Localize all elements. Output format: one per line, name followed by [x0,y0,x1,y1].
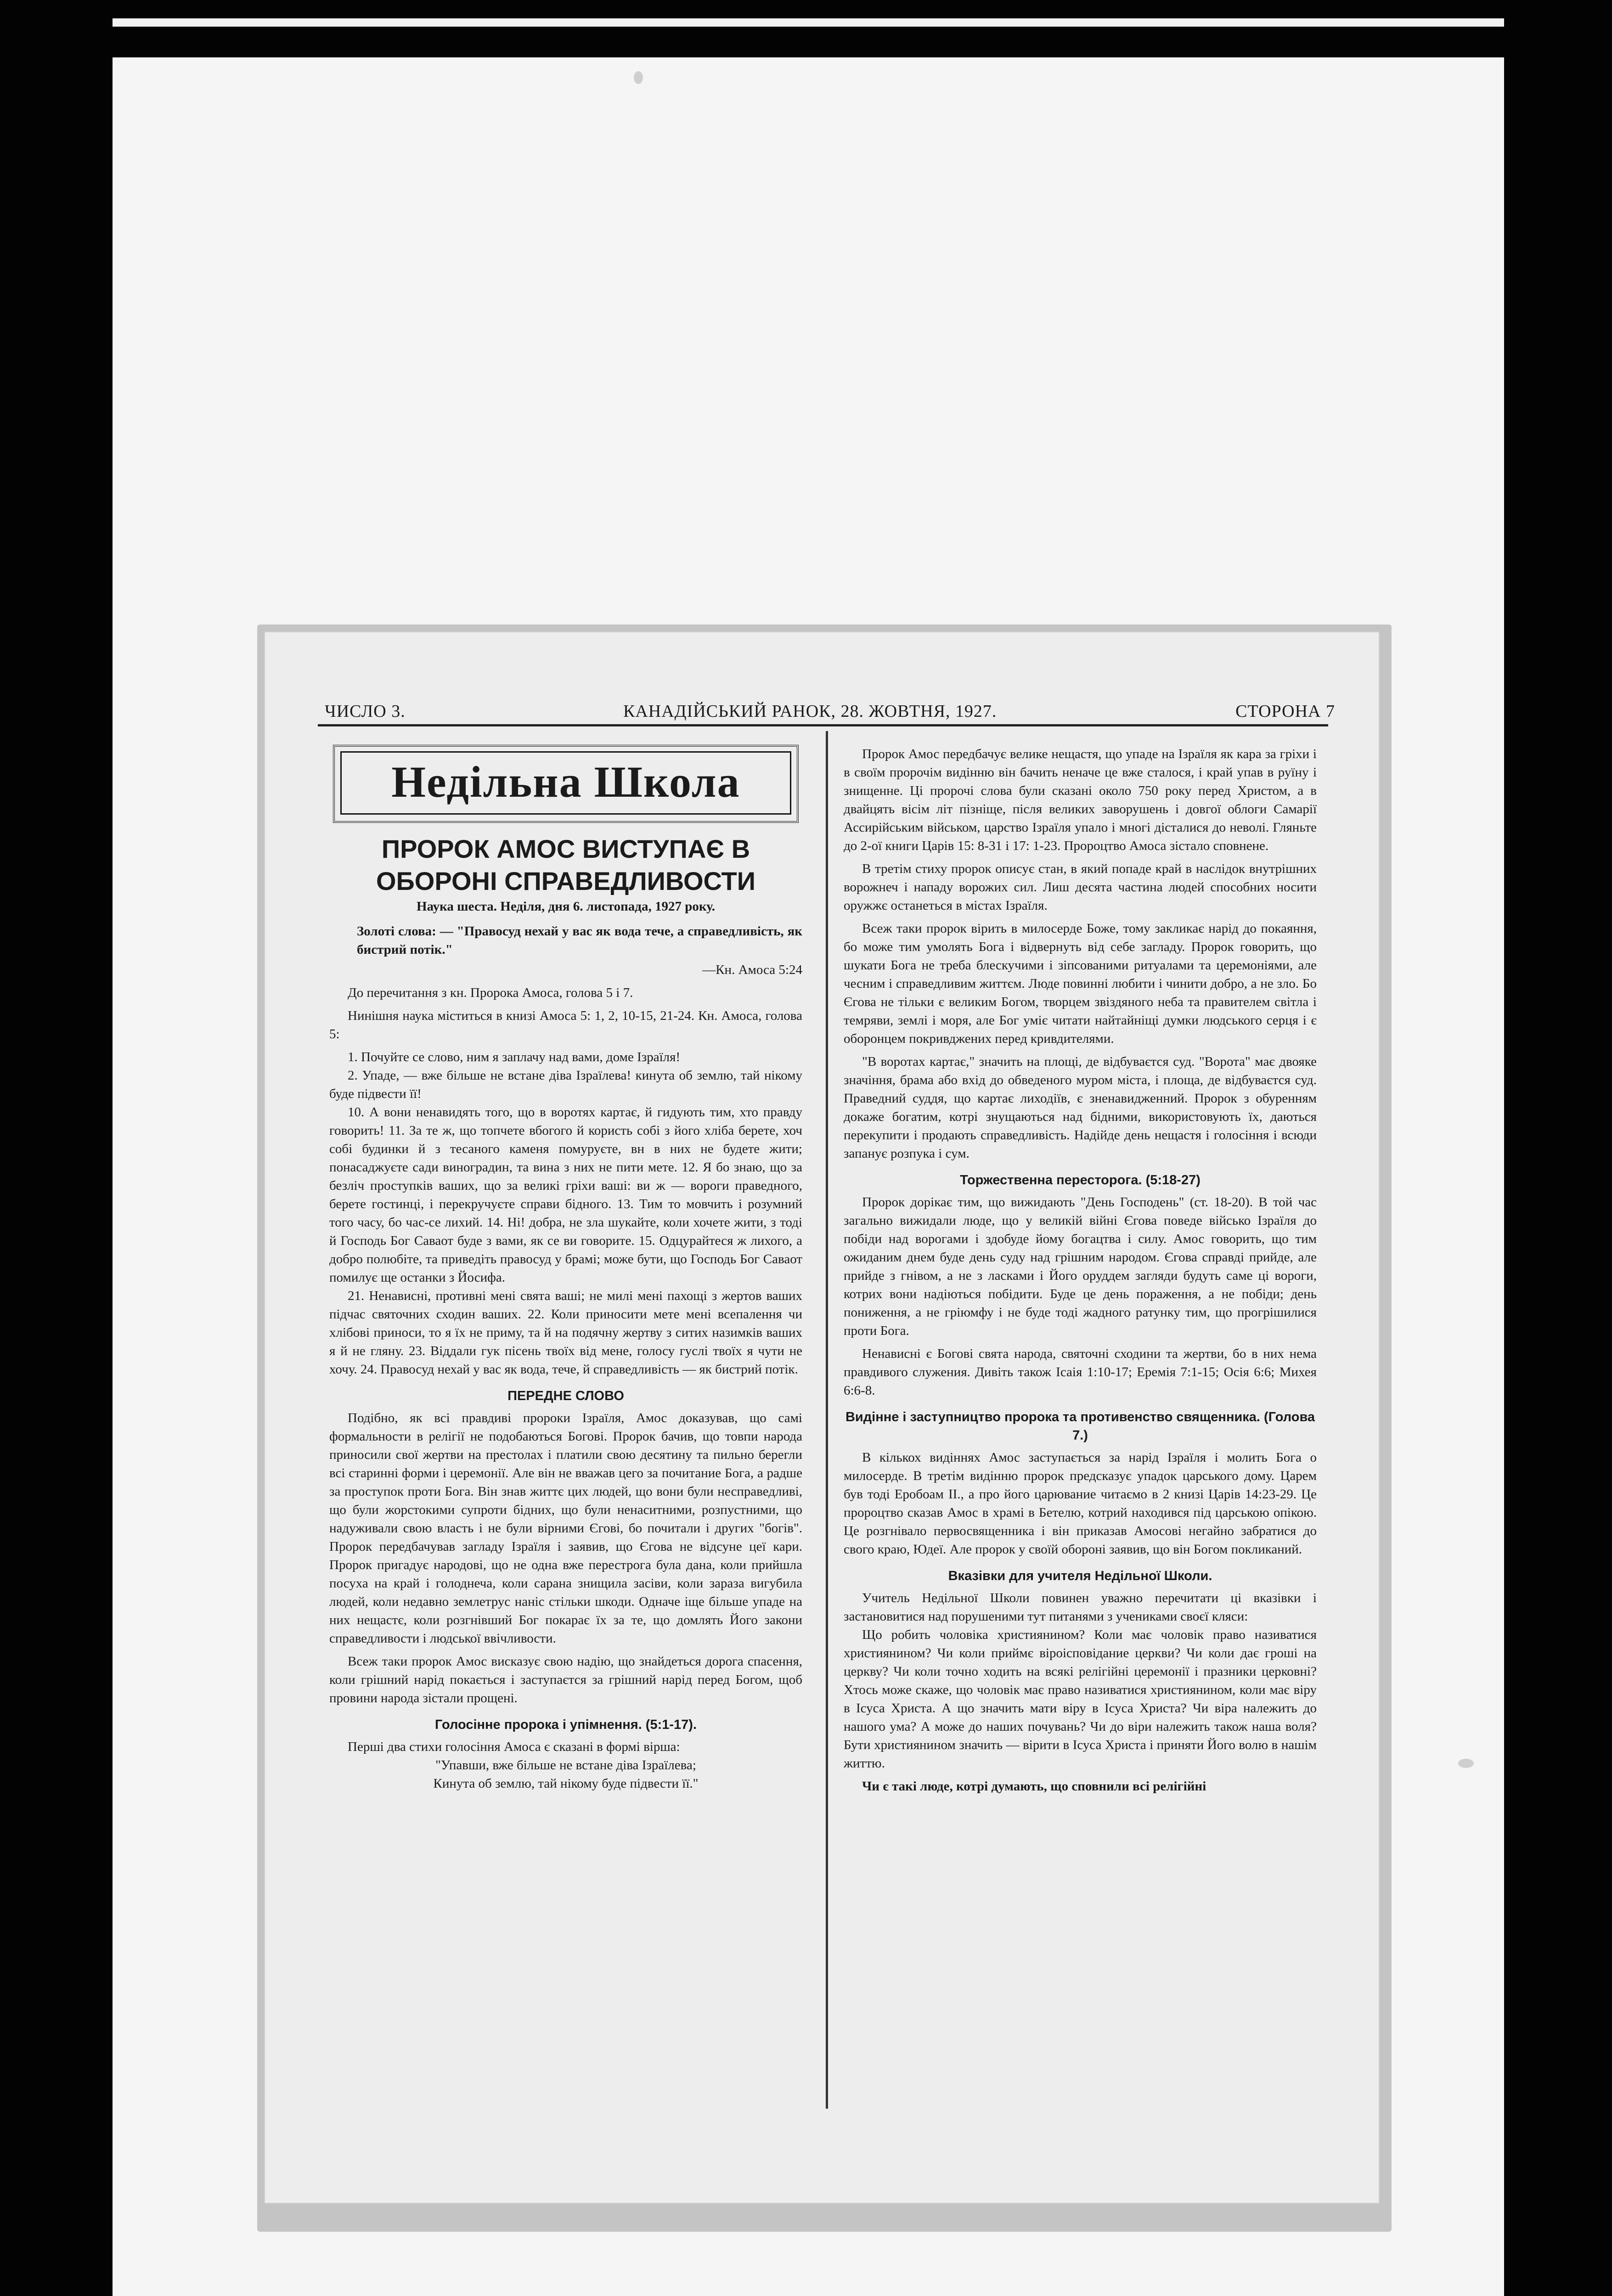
verse-paragraph: 10. А вони ненавидять того, що в воротях картає, й гидують тим, хто правду говорить! 11. За те ж, що топчете вбогого й користь собі з його хліба берете, хоч собі будинки й з тесаного каменя помуруєте, вн в них не будете жити; понасаджуєте сади виноградин, та вина з них не пити мете. 12. Я бо знаю, що за безліч проступків ваших, що за великі гріхи ваші: ви ж — вороги праведного, берете гостинці, і перекручуєте справи бідного. 13. Тим то мовчить і розумний того часу, бо час-се лихий. 14. Ні! добра, не зла шукайте, коли хочете жити, з тоді й Господь Бог Саваот буде з вами, як се ви говорите. 15. Одцурайтеся ж лихого, а добро полюбіте, та приведіть правосуд у брамі; може бути, що Господь Бог Саваот помилує ще останки з Йосифа. [329,1105,802,1285]
lesson-scope: Нинішня наука міститься в книзі Амоса 5: 1, 2, 10-15, 21-24. Кн. Амоса, голова 5: [329,1008,802,1041]
film-edge-top [113,18,1504,27]
warning-heading: Торжественна пересторога. (5:18-27) [960,1173,1201,1187]
lesson-line: Наука шеста. Неділя, дня 6. листопада, 1927 року. [417,899,715,914]
article-paragraph: Ненависні є Богові свята народа, святочні сходини та жертви, бо в них нема правдивого служения. Дивіть також Ісаія 1:10-17; Еремія 7:1-15; Осія 6:6; Михея 6:6-8. [844,1346,1317,1398]
left-column [329,745,802,1793]
section-header-inner [340,751,791,815]
newspaper-title-date: КАНАДІЙСЬКИЙ РАНОК, 28. ЖОВТНЯ, 1927. [623,702,997,721]
foreword-heading: ПЕРЕДНЕ СЛОВО [507,1389,624,1403]
right-column [844,745,1317,1795]
golden-ref: —Кн. Амоса 5:24 [702,962,802,977]
lament-verse: "Упавши, вже більше не встане діва Ізраїлева; [435,1758,696,1773]
newspaper-page [264,631,1380,2204]
article-paragraph: Пророк дорікає тим, що вижидають "День Господень" (ст. 18-20). В той час загально вижидали люде, що у великій війні Єгова поведе військо Ізраїля до побіди над ворогами і здобуде йому богацтва і силу. Амос говорить, що тим ожиданим днем буде день суду над грішним народом. Єгова справді прийде, але прийде з гнівом, а не з ласками і Його оруддем загляди будуть саме ці вороги, котрих вони надіються побідити. Буде це день пораження, а не побіди; день пониження, а не гріюмфу і не буде тоді жадного ратунку тим, що прогрішилися проти Бога. [844,1195,1317,1338]
teacher-heading: Вказівки для учителя Недільної Школи. [948,1569,1212,1583]
lament-verse: Кинута об землю, тай нікому буде підвести її." [433,1776,699,1791]
verse-paragraph: 21. Ненависні, противні мені свята ваші; не милі мені пахощі з жертов ваших підчас святочних сходин ваших. 22. Коли приносити мете мені всепалення чи хлібові приноси, то я їх не приму, та й на подячну жертву з ситих назимків ваших я й не гляну. 23. Віддали гук пісень твоїх від мене, голосу гуслі твоїх я чути не хочу. 24. Правосуд нехай у вас як вода, тече, й справедливість — як бистрий потік. [329,1289,802,1377]
article-paragraph: "В воротах картає," значить на площі, де відбуваєтся суд. "Ворота" має двояке значіння, брама або вхід до обведеного муром міста, і площа, де відбуваєтся суд. Праведний суддя, що картає лиходіїв, є зненавидженний. Пророк з обуренням докаже богатим, котрі знущаються над бідними, використовують їх, даються перекупити і продають справедливість. Надійде день нещастя і голосіння і всюди запанує розпука і сум. [844,1054,1317,1161]
article-paragraph: В третім стиху пророк описує стан, в який попаде край в наслідок внутрішних ворожнеч і нападу ворожих сил. Лиш десята частина людей способних носити оружжє останеться в містах Ізраїля. [844,861,1317,913]
lament-intro: Перші два стихи голосіння Амоса є сказані в формі вірша: [348,1739,680,1754]
article-paragraph: Що робить чоловіка християнином? Коли має чоловік право називатися християнином? Чи коли приймє віроісповідание церкви? Чи коли дає гроші на церкву? Чи коли точно ходить на всякі релігійні церемонії і празники церковні? Хтось може скаже, що чоловік має право називатися християнином, коли має віру в Ісуса Христа. А що значить мати віру в Ісуса Христа? Чи віра належить до нашого ума? А може до наших почувань? Чи до віри належить також наша воля? Бути християнином значить — вірити в Ісуса Христа і приняти Його волю в нашім життю. [844,1627,1317,1771]
reading-note: До перечитання з кн. Пророка Амоса, голова 5 і 7. [348,985,633,1000]
masthead-rule [318,724,1328,726]
verse-paragraph: 1. Почуйте се слово, ним я заплачу над вами, доме Ізраїля! [348,1050,681,1064]
page-number: СТОРОНА 7 [1235,702,1335,721]
article-paragraph: Учитель Недільної Школи повинен уважно перечитати ці вказівки і застановитися над порушеними тут питанями з учениками своєї кляси: [844,1591,1317,1624]
foreword-paragraph: Подібно, як всі правдиві пророки Ізраїля, Амос доказував, що самі формальности в релігії не подобаються Богові. Пророк бачив, що товпи народа приносили свої жертви на престолах і платили свою десятину та пильно берегли всі старинні форми і церемонії. Але він не вважав цего за почитание Бога, а радше за проступок проти Бога. Він знав життє цих людей, що вони були несправедливі, що були жорстокими супроти бідних, що були ненаситними, розпустними, що надуживали свою власть і не були вірними Єгові, бо почитали і других "богів". Пророк передбачував загладу Ізраїля і заявив, що Єгова не відсуне цеї кари. Пророк пригадує народові, що не одна вже перестрога була дана, коли прийшла посуха на край і голоднеча, коли сарана знищила засіви, коли зараза вигубила людей, коли недавно землетрус наніс стільки шкоди. Одначе іще більше упаде на них нещастє, коли розгнівший Бог покарає їх за те, що домлять Його закони справедливости і людської ввічливости. [329,1411,802,1646]
masthead [265,701,1379,743]
verse-paragraph: 2. Упаде, — вже більше не встане діва Ізраїлева! кинута об землю, тай нікому буде підвести її! [329,1068,802,1101]
section-title: Недільна Школа [391,757,740,806]
article-paragraph: Пророк Амос передбачує велике нещастя, що упаде на Ізраїля як кара за гріхи і в своїм пророчім видінню він бачить неначе це вже сталося, і край упав в руїну і знищенне. Ці пророчі слова були сказані около 750 року перед Христом, а в двайцять вісім літ пізніще, після великих заворушень і довгої облоги Самарії Ассирійським військом, царство Ізраїля упало і многі дісталися до неволі. Гляньте до 2-ої книги Царів 15: 8-31 і 17: 1-23. Пророцтво Амоса зістало сповнене. [844,747,1317,853]
article-paragraph: В кількох видіннях Амос заступається за нарід Ізраїля і молить Бога о милосерде. В третім видінню пророк предсказує упадок царського дому. Царем був тоді Еробоам II., а про його царювание читаємо в 2 книзі Царів 14:23-29. Це пророцтво сказав Амос в храмі в Бетелю, котрий находився під царською опікою. Це розгнівало первосвященника і він приказав Амосові негайно забратися до свого краю, Юдеї. Але пророк у своїй обороні заявив, що він Богом покликаний. [844,1450,1317,1557]
dust-spot [634,71,643,84]
column-divider [826,731,828,2109]
foreword-paragraph: Всеж таки пророк Амос висказує свою надію, що знайдеться дорога спасення, коли грішний нарід покається і заступаєтся за грішний нарід перед Богом, щоб провини народа зістали прощені. [329,1654,802,1705]
vision-heading: Видінне і заступництво пророка та противенство священника. (Голова 7.) [845,1410,1315,1443]
section-header-box [333,745,799,823]
issue-number: ЧИСЛО 3. [325,702,406,721]
article-title: ПРОРОК АМОС ВИСТУПАЄ В ОБОРОНІ СПРАВЕДЛИВОСТИ [376,834,755,895]
dust-spot [1458,1759,1474,1768]
lament-heading: Голосінне пророка і упімнення. (5:1-17). [434,1717,697,1732]
golden-words: Золоті слова: — "Правосуд нехай у вас як вода тече, а справедливість, як бистрий потік." [357,924,802,957]
article-paragraph: Чи є такі люде, котрі думають, що сповнили всі релігійні [862,1779,1206,1794]
article-paragraph: Всеж таки пророк вірить в милосерде Боже, тому закликає нарід до покаяння, бо може тим умолять Бога і відвернуть від себе загладу. Пророк говорить, що шукати Бога не треба блескучими і зіпсованими ритуалами та церемоніями, але чесним і справедливим життєм. Люде повинні любити і чинити добро, а не зло. Бо Єгова не тільки є великим Богом, творцем звіздяного неба та правителем світла і темряви, землі і моря, але Бог уміє читати найтайніщі думки людського серця і є оборонцем покривджених перед кривдителями. [844,921,1317,1046]
